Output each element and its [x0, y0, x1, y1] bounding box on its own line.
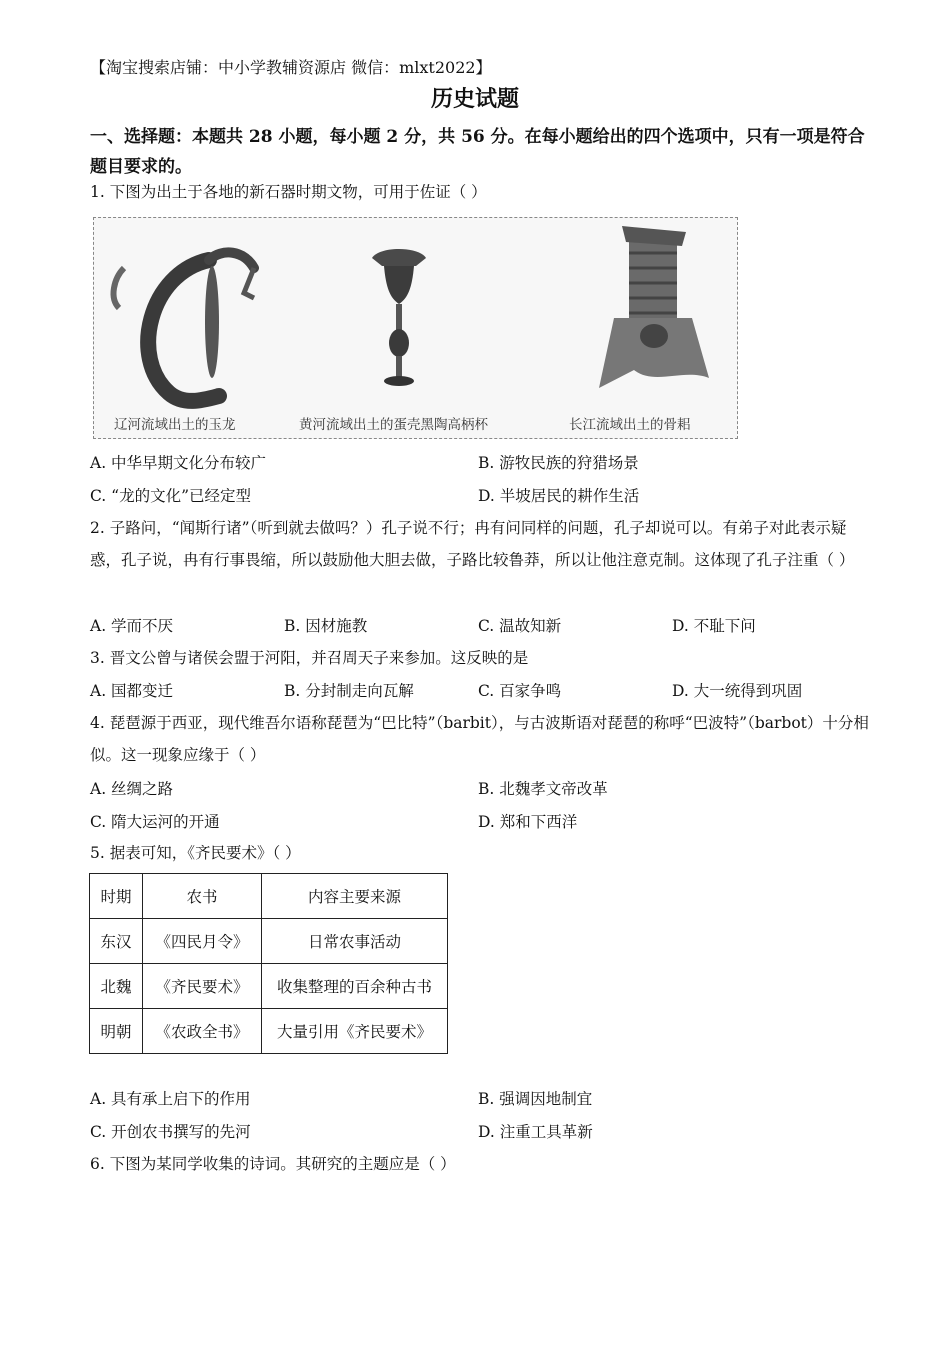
- q4-option-b[interactable]: B. 北魏孝文帝改革: [478, 780, 608, 798]
- header-banner: 【淘宝搜索店铺：中小学教辅资源店 微信：mlxt2022】: [90, 58, 492, 77]
- q3-option-c[interactable]: C. 百家争鸣: [478, 682, 562, 700]
- caption-bone-spade: 长江流域出土的骨耜: [569, 417, 691, 433]
- table-cell: 大量引用《齐民要术》: [262, 1009, 448, 1054]
- q4-option-a[interactable]: A. 丝绸之路: [90, 780, 174, 798]
- q3-option-d[interactable]: D. 大一统得到巩固: [672, 682, 803, 700]
- q5-option-d[interactable]: D. 注重工具革新: [478, 1123, 593, 1141]
- question-2-stem: 2. 子路问，“闻斯行诸”（听到就去做吗？）孔子说不行；冉有问同样的问题，孔子却说可以。有弟子对此表示疑惑，孔子说，冉有行事畏缩，所以鼓励他大胆去做，子路比较鲁莽，所以让他注意克制。这体现了孔子注重（ ）: [90, 519, 855, 569]
- agricultural-books-table: [89, 873, 448, 1054]
- q1-option-c[interactable]: C. “龙的文化”已经定型: [90, 487, 252, 505]
- question-6-stem: 6. 下图为某同学收集的诗词。其研究的主题应是（ ）: [90, 1155, 456, 1173]
- q3-option-b[interactable]: B. 分封制走向瓦解: [284, 682, 414, 700]
- q5-option-c[interactable]: C. 开创农书撰写的先河: [90, 1123, 251, 1141]
- table-row: [90, 1009, 448, 1054]
- q3-option-a[interactable]: A. 国都变迁: [90, 682, 174, 700]
- section-heading: 一、选择题：本题共 28 小题，每小题 2 分，共 56 分。在每小题给出的四个选项中，只有一项是符合题目要求的。: [90, 127, 865, 177]
- artifact-illustrations: [94, 218, 737, 438]
- question-1-stem: 1. 下图为出土于各地的新石器时期文物，可用于佐证（ ）: [90, 183, 487, 201]
- q4-option-d[interactable]: D. 郑和下西洋: [478, 813, 578, 831]
- table-header-cell: 农书: [143, 874, 262, 919]
- table-cell: 《齐民要术》: [143, 964, 262, 1009]
- table-cell: 《四民月令》: [143, 919, 262, 964]
- q1-option-a[interactable]: A. 中华早期文化分布较广: [90, 454, 267, 472]
- table-row: [90, 919, 448, 964]
- question-4-stem: 4. 琵琶源于西亚，现代维吾尔语称琵琶为“巴比特”（barbit），与古波斯语对琵琶的称呼“巴波特”（barbot）十分相似。这一现象应缘于（ ）: [90, 714, 869, 764]
- q2-option-b[interactable]: B. 因材施教: [284, 617, 368, 635]
- question-5-stem: 5. 据表可知，《齐民要术》（ ）: [90, 844, 301, 862]
- table-cell: 《农政全书》: [143, 1009, 262, 1054]
- caption-jade-dragon: 辽河流域出土的玉龙: [114, 417, 236, 433]
- artifact-figure: [93, 217, 738, 439]
- table-cell: 北魏: [90, 964, 143, 1009]
- table-row: [90, 964, 448, 1009]
- caption-stem-cup: 黄河流域出土的蛋壳黑陶高柄杯: [299, 417, 488, 433]
- q5-option-b[interactable]: B. 强调因地制宜: [478, 1090, 593, 1108]
- table-cell: 收集整理的百余种古书: [262, 964, 448, 1009]
- table-cell: 明朝: [90, 1009, 143, 1054]
- table-header-cell: 内容主要来源: [262, 874, 448, 919]
- q5-option-a[interactable]: A. 具有承上启下的作用: [90, 1090, 251, 1108]
- stem-cup-image: [372, 249, 426, 386]
- page-title: 历史试题: [430, 86, 519, 112]
- q1-option-d[interactable]: D. 半坡居民的耕作生活: [478, 487, 640, 505]
- question-3-stem: 3. 晋文公曾与诸侯会盟于河阳，并召周天子来参加。这反映的是: [90, 649, 529, 667]
- q4-option-c[interactable]: C. 隋大运河的开通: [90, 813, 220, 831]
- jade-dragon-image: [114, 252, 254, 400]
- q2-option-d[interactable]: D. 不耻下问: [672, 617, 756, 635]
- table-cell: 日常农事活动: [262, 919, 448, 964]
- table-header-row: [90, 874, 448, 919]
- table-header-cell: 时期: [90, 874, 143, 919]
- q2-option-a[interactable]: A. 学而不厌: [90, 617, 174, 635]
- bone-spade-image: [599, 226, 709, 388]
- table-cell: 东汉: [90, 919, 143, 964]
- q1-option-b[interactable]: B. 游牧民族的狩猎场景: [478, 454, 639, 472]
- q2-option-c[interactable]: C. 温故知新: [478, 617, 562, 635]
